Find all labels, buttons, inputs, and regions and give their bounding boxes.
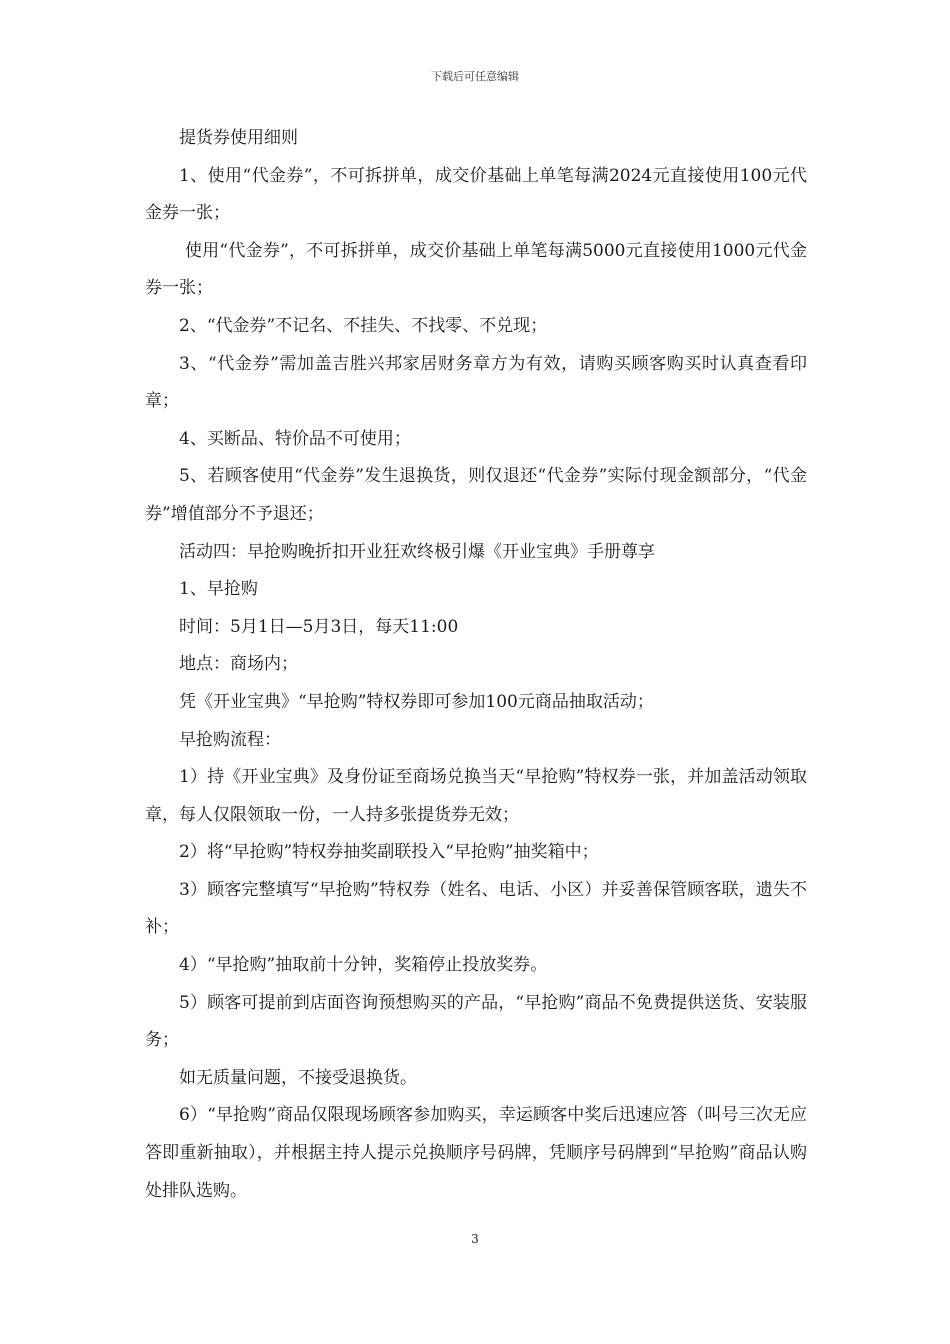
paragraph: 早抢购流程： bbox=[179, 729, 281, 750]
paragraph: 5、若顾客使用“代金券”发生退换货，则仅退还“代金券”实际付现金额部分，“代金券”增值部分不予退还； bbox=[145, 466, 807, 524]
activity-heading: 活动四：早抢购晚折扣开业狂欢终极引爆《开业宝典》手册尊享 bbox=[179, 541, 655, 562]
paragraph: 时间：5月1日—5月3日，每天11:00 bbox=[179, 616, 459, 637]
paragraph: 4）“早抢购”抽取前十分钟，奖箱停止投放奖券。 bbox=[179, 955, 548, 976]
paragraph: 使用“代金券”，不可拆拼单，成交价基础上单笔每满5000元直接使用1000元代金券一张； bbox=[145, 240, 807, 299]
paragraph: 1、使用“代金券”，不可拆拼单，成交价基础上单笔每满2024元直接使用100元代金券一张； bbox=[145, 165, 807, 224]
paragraph: 2、“代金券”不记名、不挂失、不找零、不兑现； bbox=[179, 315, 548, 336]
subsection-heading: 1、早抢购 bbox=[179, 579, 258, 600]
paragraph: 地点：商场内； bbox=[179, 654, 298, 675]
page-header: 下载后可任意编辑 bbox=[431, 70, 519, 83]
paragraph: 3）顾客完整填写“早抢购”特权券（姓名、电话、小区）并妥善保管顾客联，遗失不补； bbox=[145, 879, 807, 938]
paragraph: 2）将“早抢购”特权券抽奖副联投入“早抢购”抽奖箱中； bbox=[179, 842, 599, 863]
paragraph: 6）“早抢购”商品仅限现场顾客参加购买，幸运顾客中奖后迅速应答（叫号三次无应答即重新抽取），并根据主持人提示兑换顺序号码牌，凭顺序号码牌到“早抢购”商品认购处排队选购。 bbox=[145, 1105, 807, 1201]
paragraph: 1）持《开业宝典》及身份证至商场兑换当天“早抢购”特权券一张，并加盖活动领取章，每人仅限领取一份，一人持多张提货券无效； bbox=[145, 767, 807, 825]
page-number: 3 bbox=[471, 1232, 479, 1246]
section-title: 提货券使用细则 bbox=[179, 128, 298, 148]
paragraph: 如无质量问题，不接受退换货。 bbox=[179, 1067, 417, 1088]
paragraph: 5）顾客可提前到店面咨询预想购买的产品，“早抢购”商品不免费提供送货、安装服务； bbox=[145, 992, 807, 1051]
document-body bbox=[145, 120, 807, 1210]
paragraph: 凭《开业宝典》“早抢购”特权券即可参加100元商品抽取活动； bbox=[179, 691, 654, 712]
paragraph: 4、买断品、特价品不可使用； bbox=[179, 428, 411, 449]
paragraph: 3、“代金券”需加盖吉胜兴邦家居财务章方为有效，请购买顾客购买时认真查看印章； bbox=[145, 353, 807, 412]
